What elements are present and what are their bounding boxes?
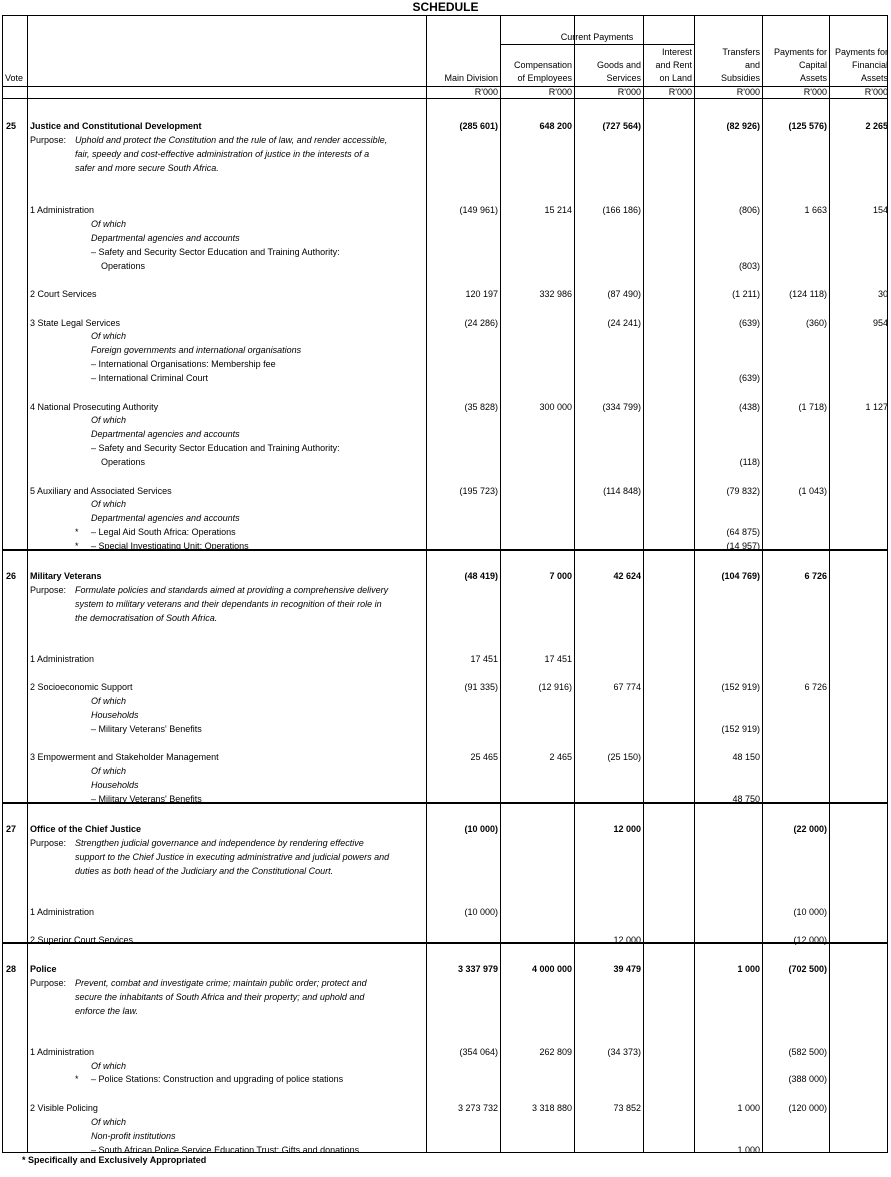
unit-label: R'000 [736,87,760,97]
programme-value: (149 961) [459,205,498,215]
vote-header: Vote [5,73,24,83]
item-amount: (803) [738,261,760,271]
item-text: – Police Stations: Construction and upgrading of police stations [91,1074,344,1084]
vote-name: Office of the Chief Justice [30,824,142,834]
programme-value: 1 000 [737,1103,760,1113]
item-amount: 48 750 [732,794,760,804]
item-amount: (64 875) [726,527,760,537]
programme-value: (354 064) [459,1047,498,1057]
category-label: Foreign governments and international organisations [91,345,302,355]
programme-value: (35 828) [464,402,498,412]
item-amount: 1 000 [737,1145,760,1155]
purpose-text: the democratisation of South Africa. [75,613,218,623]
category-label: Departmental agencies and accounts [91,429,240,439]
programme-name: 2 Superior Court Services [30,935,134,945]
interest-rent-header: and Rent [655,60,692,70]
programme-value: 6 726 [804,682,827,692]
programme-value: (152 919) [721,682,760,692]
programme-value: 30 [877,289,888,299]
programme-value: 332 986 [539,289,572,299]
of-which-label: Of which [91,219,127,229]
programme-value: 25 465 [470,752,498,762]
programme-value: 1 663 [804,205,827,215]
vote-number: 26 [6,571,17,581]
transfers-subsidies-header: Transfers [722,47,760,57]
vote-total-value: 2 265 [865,121,888,131]
vote-total-value: 12 000 [613,824,641,834]
vote-name: Police [30,964,57,974]
purpose-text: Prevent, combat and investigate crime; maintain public order; protect and [75,978,367,988]
programme-value: 48 150 [732,752,760,762]
unit-label: R'000 [617,87,641,97]
programme-value: (12 916) [538,682,572,692]
programme-value: (124 118) [789,289,827,299]
unit-divider [3,98,887,99]
vote-number: 27 [6,824,17,834]
purpose-label: Purpose: [30,838,67,848]
vote-divider [3,549,887,551]
capital-assets-header: Capital [798,60,827,70]
vote-name: Justice and Constitutional Development [30,121,202,131]
programme-name: 2 Visible Policing [30,1103,98,1113]
item-text: – Military Veterans' Benefits [91,724,202,734]
unit-label: R'000 [474,87,498,97]
programme-name: 1 Administration [30,205,95,215]
transfers-subsidies-header: Subsidies [720,73,760,83]
programme-value: (438) [738,402,760,412]
category-label: Departmental agencies and accounts [91,513,240,523]
item-amount: (14 957) [726,541,760,551]
column-divider [762,16,763,1152]
vote-total-value: (125 576) [788,121,827,131]
compensation-header: Compensation [513,60,572,70]
interest-rent-header: Interest [661,47,692,57]
programme-value: 3 273 732 [457,1103,498,1113]
vote-total-value: (48 419) [464,571,498,581]
appropriated-marker: * [75,541,79,551]
programme-value: 15 214 [544,205,572,215]
programme-value: (1 211) [732,289,760,299]
programme-value: (195 723) [459,486,498,496]
category-label: Departmental agencies and accounts [91,233,240,243]
purpose-text: Uphold and protect the Constitution and the rule of law, and render accessible, [75,135,388,145]
vote-total-value: (82 926) [726,121,760,131]
programme-name: 1 Administration [30,907,95,917]
of-which-label: Of which [91,766,127,776]
vote-total-value: (702 500) [788,964,827,974]
column-divider [574,16,575,1152]
vote-divider [3,942,887,944]
vote-total-value: (10 000) [464,824,498,834]
of-which-label: Of which [91,1061,127,1071]
programme-value: (87 490) [607,289,641,299]
programme-value: (10 000) [464,907,498,917]
programme-name: 2 Socioeconomic Support [30,682,133,692]
item-text: – Safety and Security Sector Education and Training Authority: [91,247,340,257]
purpose-label: Purpose: [30,135,67,145]
programme-value: 1 127 [865,402,888,412]
item-amount: (639) [738,373,760,383]
appropriated-marker: * [75,527,79,537]
programme-value: (24 286) [464,318,498,328]
item-text: – South African Police Service Education Trust: Gifts and donations [91,1145,360,1155]
purpose-label: Purpose: [30,978,67,988]
of-which-label: Of which [91,1117,127,1127]
financial-assets-header: Payments for [834,47,888,57]
category-label: Households [91,710,139,720]
programme-name: 1 Administration [30,1047,95,1057]
programme-value: 73 852 [613,1103,641,1113]
programme-name: 4 National Prosecuting Authority [30,402,159,412]
vote-total-value: 3 337 979 [457,964,498,974]
of-which-label: Of which [91,499,127,509]
capital-assets-header: Payments for [773,47,827,57]
capital-assets-header: Assets [799,73,827,83]
unit-label: R'000 [668,87,692,97]
footnote: * Specifically and Exclusively Appropriated [22,1155,207,1165]
programme-value: 120 197 [465,289,498,299]
current-payments-underline [500,44,694,45]
interest-rent-header: on Land [659,73,692,83]
item-text: – Military Veterans' Benefits [91,794,202,804]
programme-value: (120 000) [788,1103,827,1113]
programme-value: 12 000 [613,935,641,945]
vote-total-value: 4 000 000 [531,964,572,974]
programme-value: 154 [872,205,888,215]
goods-services-header: Services [606,73,641,83]
vote-total-value: (285 601) [459,121,498,131]
purpose-text: system to military veterans and their dependants in recognition of their role in [75,599,382,609]
unit-label: R'000 [548,87,572,97]
purpose-text: safer and more secure South Africa. [75,163,219,173]
unit-label: R'000 [803,87,827,97]
vote-divider [3,802,887,804]
vote-total-value: 39 479 [613,964,641,974]
main-division-header: Main Division [444,73,498,83]
unit-label: R'000 [864,87,888,97]
programme-name: 1 Administration [30,654,95,664]
vote-total-value: 1 000 [737,964,760,974]
purpose-text: Formulate policies and standards aimed at providing a comprehensive delivery [75,585,389,595]
programme-value: (806) [738,205,760,215]
of-which-label: Of which [91,696,127,706]
programme-value: 262 809 [539,1047,572,1057]
item-text: – International Organisations: Membership fee [91,359,276,369]
programme-name: 3 Empowerment and Stakeholder Management [30,752,219,762]
column-divider [426,16,427,1152]
vote-total-value: 42 624 [613,571,641,581]
programme-value: (1 718) [798,402,827,412]
purpose-text: support to the Chief Justice in executing administrative and judicial powers and [75,852,390,862]
item-text: – Safety and Security Sector Education and Training Authority: [91,443,340,453]
programme-value: (79 832) [726,486,760,496]
programme-name: 5 Auxiliary and Associated Services [30,486,172,496]
programme-value: (114 848) [603,486,641,496]
item-capital-amount: (388 000) [788,1074,827,1084]
programme-value: (639) [738,318,760,328]
purpose-text: fair, speedy and cost-effective administration of justice in the interests of a [75,149,370,159]
financial-assets-header: Assets [860,73,888,83]
appropriated-marker: * [75,1074,79,1084]
item-amount: (152 919) [721,724,760,734]
current-payments-header: Current Payments [560,32,634,42]
vote-total-value: (727 564) [602,121,641,131]
vote-number: 25 [6,121,17,131]
column-divider [694,16,695,1152]
programme-value: (334 799) [602,402,641,412]
financial-assets-header: Financial [851,60,888,70]
programme-value: (360) [805,318,827,328]
programme-value: 954 [872,318,888,328]
programme-value: (12 000) [793,935,827,945]
vote-name: Military Veterans [30,571,102,581]
page-title: SCHEDULE [412,0,479,14]
vote-total-value: 6 726 [804,571,827,581]
purpose-label: Purpose: [30,585,67,595]
programme-name: 2 Court Services [30,289,97,299]
of-which-label: Of which [91,415,127,425]
programme-value: 67 774 [613,682,641,692]
item-text: – International Criminal Court [91,373,209,383]
purpose-text: enforce the law. [75,1006,139,1016]
category-label: Households [91,780,139,790]
programme-value: (91 335) [464,682,498,692]
column-divider [643,16,644,1152]
programme-value: (582 500) [788,1047,827,1057]
vote-total-value: (22 000) [793,824,827,834]
item-text: Operations [101,261,146,271]
item-text: – Special Investigating Unit: Operations [91,541,249,551]
column-divider [500,16,501,1152]
item-amount: (118) [739,457,760,467]
programme-value: (1 043) [798,486,827,496]
purpose-text: duties as both head of the Judiciary and the Constitutional Court. [75,866,334,876]
vote-total-value: (104 769) [721,571,760,581]
schedule-table [2,15,888,1153]
programme-value: 300 000 [539,402,572,412]
goods-services-header: Goods and [596,60,641,70]
purpose-text: secure the inhabitants of South Africa and their property; and uphold and [75,992,365,1002]
programme-value: 17 451 [470,654,498,664]
programme-value: 17 451 [544,654,572,664]
compensation-header: of Employees [517,73,572,83]
column-divider [27,16,28,1152]
transfers-subsidies-header: and [744,60,760,70]
column-divider [829,16,830,1152]
programme-name: 3 State Legal Services [30,318,121,328]
programme-value: (166 186) [602,205,641,215]
programme-value: 3 318 880 [531,1103,572,1113]
category-label: Non-profit institutions [91,1131,176,1141]
programme-value: (24 241) [607,318,641,328]
programme-value: (10 000) [793,907,827,917]
of-which-label: Of which [91,331,127,341]
item-text: Operations [101,457,146,467]
vote-total-value: 648 200 [539,121,572,131]
programme-value: (34 373) [607,1047,641,1057]
item-text: – Legal Aid South Africa: Operations [91,527,236,537]
vote-number: 28 [6,964,17,974]
purpose-text: Strengthen judicial governance and independence by rendering effective [75,838,364,848]
vote-total-value: 7 000 [549,571,572,581]
programme-value: 2 465 [549,752,572,762]
programme-value: (25 150) [607,752,641,762]
